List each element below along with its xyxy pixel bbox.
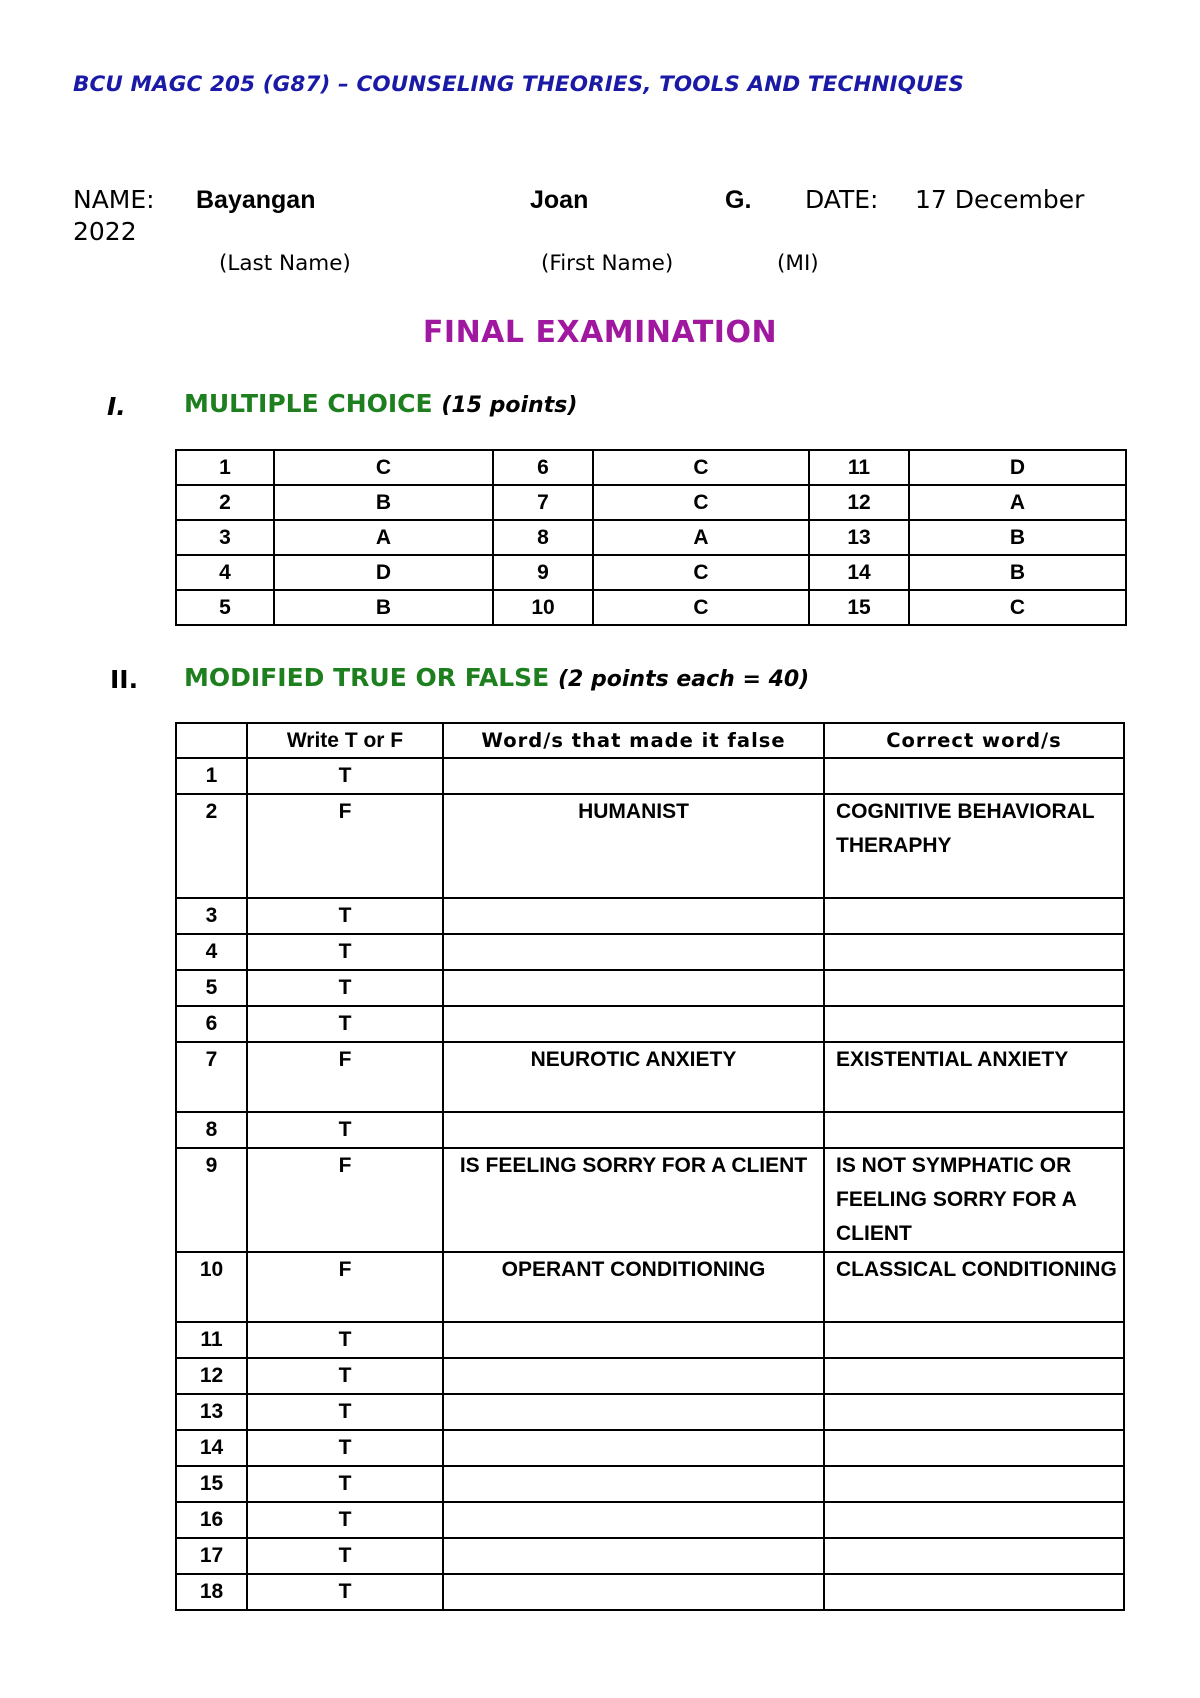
multiple-choice-table <box>175 449 1127 626</box>
tf-answer: T <box>247 1538 443 1574</box>
tf-answer: F <box>247 1042 443 1112</box>
correct-word-cell <box>824 970 1124 1006</box>
false-word-cell: IS FEELING SORRY FOR A CLIENT <box>443 1148 824 1252</box>
item-number: 8 <box>176 1112 247 1148</box>
item-number: 8 <box>493 520 593 555</box>
section2-number: II. <box>110 665 139 694</box>
item-number: 10 <box>493 590 593 625</box>
last-name: Bayangan <box>196 186 316 214</box>
item-number: 17 <box>176 1538 247 1574</box>
item-number: 3 <box>176 520 274 555</box>
correct-word-cell <box>824 898 1124 934</box>
false-word-cell <box>443 1466 824 1502</box>
item-number: 9 <box>176 1148 247 1252</box>
item-number: 16 <box>176 1502 247 1538</box>
item-number: 10 <box>176 1252 247 1322</box>
correct-word-cell: COGNITIVE BEHAVIORAL THERAPHY <box>824 794 1124 898</box>
tf-answer: T <box>247 1394 443 1430</box>
date-value-wrap: 2022 <box>73 217 137 246</box>
answer-cell: C <box>909 590 1126 625</box>
first-name: Joan <box>530 186 589 214</box>
answer-cell: C <box>593 450 809 485</box>
item-number: 6 <box>493 450 593 485</box>
mi-caption: (MI) <box>777 251 819 276</box>
false-word-cell <box>443 898 824 934</box>
item-number: 7 <box>493 485 593 520</box>
false-word-cell: OPERANT CONDITIONING <box>443 1252 824 1322</box>
table-row <box>176 1574 1124 1610</box>
item-number: 5 <box>176 590 274 625</box>
header-tf: Write T or F <box>247 723 443 758</box>
correct-word-cell <box>824 1502 1124 1538</box>
item-number: 3 <box>176 898 247 934</box>
tf-answer: T <box>247 1430 443 1466</box>
tf-answer: T <box>247 934 443 970</box>
false-word-cell <box>443 1322 824 1358</box>
section2-title <box>184 663 809 692</box>
name-label: NAME: <box>73 185 155 214</box>
false-word-cell <box>443 1502 824 1538</box>
table-row <box>176 898 1124 934</box>
item-number: 11 <box>809 450 909 485</box>
item-number: 14 <box>176 1430 247 1466</box>
table-row <box>176 1502 1124 1538</box>
table-row <box>176 794 1124 898</box>
table-row <box>176 1430 1124 1466</box>
header-false-word: Word/s that made it false <box>443 723 824 758</box>
correct-word-cell <box>824 1430 1124 1466</box>
false-word-cell <box>443 934 824 970</box>
false-word-cell <box>443 1538 824 1574</box>
first-name-caption: (First Name) <box>541 251 674 276</box>
table-row <box>176 1358 1124 1394</box>
table-row <box>176 758 1124 794</box>
answer-cell: B <box>909 555 1126 590</box>
false-word-cell <box>443 1006 824 1042</box>
table-row <box>176 1466 1124 1502</box>
item-number: 1 <box>176 758 247 794</box>
item-number: 12 <box>176 1358 247 1394</box>
item-number: 18 <box>176 1574 247 1610</box>
answer-cell: B <box>274 590 493 625</box>
table-row <box>176 970 1124 1006</box>
answer-cell: A <box>274 520 493 555</box>
table-row <box>176 1112 1124 1148</box>
section2-title-text: MODIFIED TRUE OR FALSE <box>184 663 550 692</box>
exam-title: FINAL EXAMINATION <box>422 315 778 350</box>
table-row <box>176 1006 1124 1042</box>
last-name-caption: (Last Name) <box>219 251 351 276</box>
item-number: 11 <box>176 1322 247 1358</box>
table-row <box>176 1538 1124 1574</box>
correct-word-cell <box>824 1322 1124 1358</box>
answer-cell: B <box>274 485 493 520</box>
tf-answer: T <box>247 898 443 934</box>
item-number: 4 <box>176 555 274 590</box>
item-number: 13 <box>176 1394 247 1430</box>
item-number: 14 <box>809 555 909 590</box>
correct-word-cell <box>824 1538 1124 1574</box>
tf-answer: T <box>247 758 443 794</box>
false-word-cell: HUMANIST <box>443 794 824 898</box>
table-row <box>176 1322 1124 1358</box>
answer-cell: A <box>909 485 1126 520</box>
tf-answer: F <box>247 1148 443 1252</box>
false-word-cell: NEUROTIC ANXIETY <box>443 1042 824 1112</box>
false-word-cell <box>443 1430 824 1466</box>
answer-cell: D <box>909 450 1126 485</box>
section1-title-text: MULTIPLE CHOICE <box>184 389 433 418</box>
table-row <box>176 520 1126 555</box>
middle-initial: G. <box>725 186 752 214</box>
tf-answer: T <box>247 1466 443 1502</box>
tf-answer: F <box>247 794 443 898</box>
tf-answer: F <box>247 1252 443 1322</box>
section1-points: (15 points) <box>441 393 578 418</box>
answer-cell: D <box>274 555 493 590</box>
answer-cell: C <box>593 485 809 520</box>
date-value: 17 December <box>915 185 1085 214</box>
false-word-cell <box>443 758 824 794</box>
answer-cell: A <box>593 520 809 555</box>
item-number: 2 <box>176 485 274 520</box>
correct-word-cell <box>824 758 1124 794</box>
section1-title <box>184 389 577 418</box>
false-word-cell <box>443 1574 824 1610</box>
correct-word-cell: CLASSICAL CONDITIONING <box>824 1252 1124 1322</box>
item-number: 13 <box>809 520 909 555</box>
correct-word-cell <box>824 1358 1124 1394</box>
table-row <box>176 590 1126 625</box>
header-number <box>176 723 247 758</box>
false-word-cell <box>443 970 824 1006</box>
item-number: 12 <box>809 485 909 520</box>
table-header-row <box>176 723 1124 758</box>
section2-points: (2 points each = 40) <box>557 667 810 692</box>
item-number: 4 <box>176 934 247 970</box>
item-number: 15 <box>176 1466 247 1502</box>
table-row <box>176 485 1126 520</box>
true-false-table <box>175 722 1125 1611</box>
section1-number: I. <box>107 392 126 421</box>
tf-answer: T <box>247 1358 443 1394</box>
tf-answer: T <box>247 1006 443 1042</box>
table-row <box>176 1394 1124 1430</box>
tf-answer: T <box>247 970 443 1006</box>
table-row <box>176 1148 1124 1252</box>
item-number: 1 <box>176 450 274 485</box>
item-number: 6 <box>176 1006 247 1042</box>
tf-answer: T <box>247 1112 443 1148</box>
tf-answer: T <box>247 1574 443 1610</box>
tf-answer: T <box>247 1502 443 1538</box>
correct-word-cell <box>824 1574 1124 1610</box>
correct-word-cell <box>824 934 1124 970</box>
correct-word-cell: IS NOT SYMPHATIC OR FEELING SORRY FOR A CLIENT <box>824 1148 1124 1252</box>
false-word-cell <box>443 1394 824 1430</box>
item-number: 2 <box>176 794 247 898</box>
table-row <box>176 450 1126 485</box>
table-row <box>176 1252 1124 1322</box>
correct-word-cell <box>824 1466 1124 1502</box>
tf-answer: T <box>247 1322 443 1358</box>
table-row <box>176 555 1126 590</box>
false-word-cell <box>443 1358 824 1394</box>
item-number: 9 <box>493 555 593 590</box>
item-number: 5 <box>176 970 247 1006</box>
item-number: 7 <box>176 1042 247 1112</box>
item-number: 15 <box>809 590 909 625</box>
table-row <box>176 1042 1124 1112</box>
answer-cell: C <box>593 590 809 625</box>
course-header: BCU MAGC 205 (G87) – COUNSELING THEORIES, TOOLS AND TECHNIQUES <box>73 72 964 97</box>
false-word-cell <box>443 1112 824 1148</box>
correct-word-cell <box>824 1112 1124 1148</box>
table-row <box>176 934 1124 970</box>
header-correct-word: Correct word/s <box>824 723 1124 758</box>
correct-word-cell: EXISTENTIAL ANXIETY <box>824 1042 1124 1112</box>
answer-cell: B <box>909 520 1126 555</box>
date-label: DATE: <box>805 185 879 214</box>
correct-word-cell <box>824 1394 1124 1430</box>
answer-cell: C <box>593 555 809 590</box>
answer-cell: C <box>274 450 493 485</box>
correct-word-cell <box>824 1006 1124 1042</box>
